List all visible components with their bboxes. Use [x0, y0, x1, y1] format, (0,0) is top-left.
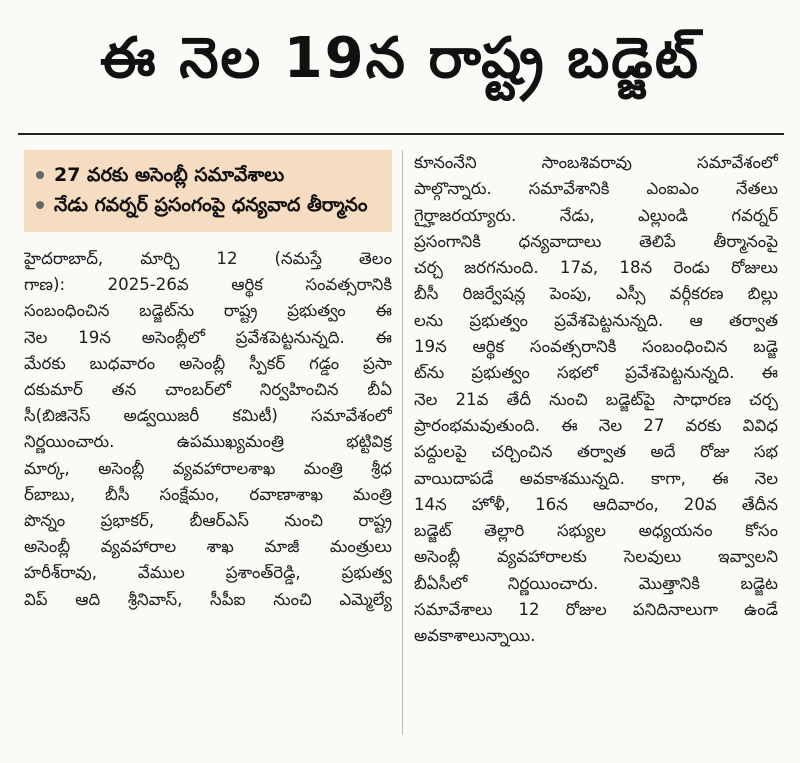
article-line: బడ్జెట్ తెల్లారి సభ్యుల అధ్యయనం కోసం: [414, 521, 778, 541]
article-line: పాల్గొన్నారు. సమావేశానికి ఎంఐఎం నేతలు: [414, 179, 778, 199]
left-column: [24, 150, 392, 745]
headline-rule: [18, 133, 784, 135]
article-line: పద్దులపై చర్చించిన తర్వాత అదే రోజు సభ: [414, 442, 778, 462]
article-body-left: [24, 246, 392, 613]
article-line: గైర్హాజరయ్యారు. నేడు, ఎల్లుండి గవర్నర్: [414, 205, 778, 225]
article-line: సంబంధించిన బడ్జెట్‌ను రాష్ట్ర ప్రభుత్వం ఈ: [24, 301, 392, 321]
article-line: నెల 21వ తేదీ నుంచి బడ్జెట్‌పై సాధారణ చర్చ: [414, 389, 778, 409]
article-line: బీఏసీలో నిర్ణయించారు. మొత్తానికి బడ్జెట: [414, 573, 778, 593]
article-line: దకుమార్ తన చాంబర్‌లో నిర్వహించిన బీఏ: [24, 380, 392, 400]
article-line: మార్క, అసెంబ్లీ వ్యవహారాలశాఖ మంత్రి శ్రీధ: [24, 458, 392, 478]
column-divider: [402, 150, 403, 735]
headline: ఈ నెల 19న రాష్ట్ర బడ్జెట్: [100, 25, 700, 91]
article-line: హరీశ్‌రావు, వేముల ప్రశాంత్‌రెడ్డి, ప్రభుత్వ: [24, 563, 392, 583]
highlight-box: [24, 150, 392, 232]
article-body-right: [414, 150, 778, 650]
article-line: లను ప్రభుత్వం ప్రవేశపెట్టనున్నది. ఆ తర్వాత: [414, 310, 778, 330]
article-line: ప్రారంభమవుతుంది. ఈ నెల 27 వరకు వివిధ: [414, 415, 778, 435]
highlight-text: నేడు గవర్నర్ ప్రసంగంపై ధన్యవాద తీర్మానం: [54, 194, 368, 216]
article-line: ర్‌బాబు, బీసీ సంక్షేమం, రవాణాశాఖ మంత్రి: [24, 484, 392, 504]
article-line: బీసీ రిజర్వేషన్ల పెంపు, ఎస్సీ వర్గీకరణ బిల్లు: [414, 284, 778, 304]
right-column: [414, 150, 778, 745]
bullet-icon: [36, 171, 44, 179]
article-line: సమావేశాలు 12 రోజుల పనిదినాలుగా ఉండే: [414, 600, 778, 620]
article-line: హైదరాబాద్, మార్చి 12 (నమస్తే తెలం: [24, 249, 392, 268]
article-line: 14న హోళీ, 16న ఆదివారం, 20వ తేదీన: [414, 494, 778, 514]
highlight-text: 27 వరకు అసెంబ్లీ సమావేశాలు: [54, 164, 285, 186]
article-line: సీ(బిజినెస్ అడ్వయిజరీ కమిటీ) సమావేశంలో: [24, 406, 392, 426]
article-line: మేరకు బుధవారం అసెంబ్లీ స్పీకర్ గడ్డం ప్రసా: [24, 353, 392, 373]
article-line: విప్ ఆది శ్రీనివాస్, సీపీఐ నుంచి ఎమ్మెల్యే: [24, 589, 392, 609]
highlight-item: [36, 190, 382, 220]
article-line: చర్చ జరగనుంది. 17వ, 18న రెండు రోజులు: [414, 258, 778, 278]
article-line: వాయిదాపడే అవకాశమున్నది. కాగా, ఈ నెల: [414, 468, 778, 488]
article-line: కూనంనేని సాంబశివరావు సమావేశంలో: [414, 153, 778, 172]
article-line: గాణ): 2025-26వ ఆర్థిక సంవత్సరానికి: [24, 275, 392, 295]
article-line: ట్‌ను ప్రభుత్వం సభలో ప్రవేశపెట్టనున్నది. ఈ: [414, 363, 778, 383]
article-line: అవకాశాలున్నాయి.: [414, 626, 536, 646]
article-line: 19న ఆర్థిక సంవత్సరానికి సంబంధించిన బడ్జె: [414, 337, 778, 357]
article-line: అసెంబ్లీ వ్యవహారాలకు సెలవులు ఇవ్వాలని: [414, 547, 778, 567]
article-line: అసెంబ్లీ వ్యవహారాల శాఖ మాజీ మంత్రులు: [24, 537, 392, 557]
article-line: ప్రసంగానికి ధన్యవాదాలు తెలిపే తీర్మానంపై: [414, 231, 778, 251]
highlight-item: [36, 160, 382, 190]
article-line: నెల 19న అసెంబ్లీలో ప్రవేశపెట్టనున్నది. ఈ: [24, 327, 392, 347]
article-line: నిర్ణయించారు. ఉపముఖ్యమంత్రి భట్టివిక్ర: [24, 432, 392, 452]
bullet-icon: [36, 201, 44, 209]
article-line: పొన్నం ప్రభాకర్, బీఆర్‌ఎస్ నుంచి రాష్ట్ర: [24, 511, 392, 531]
